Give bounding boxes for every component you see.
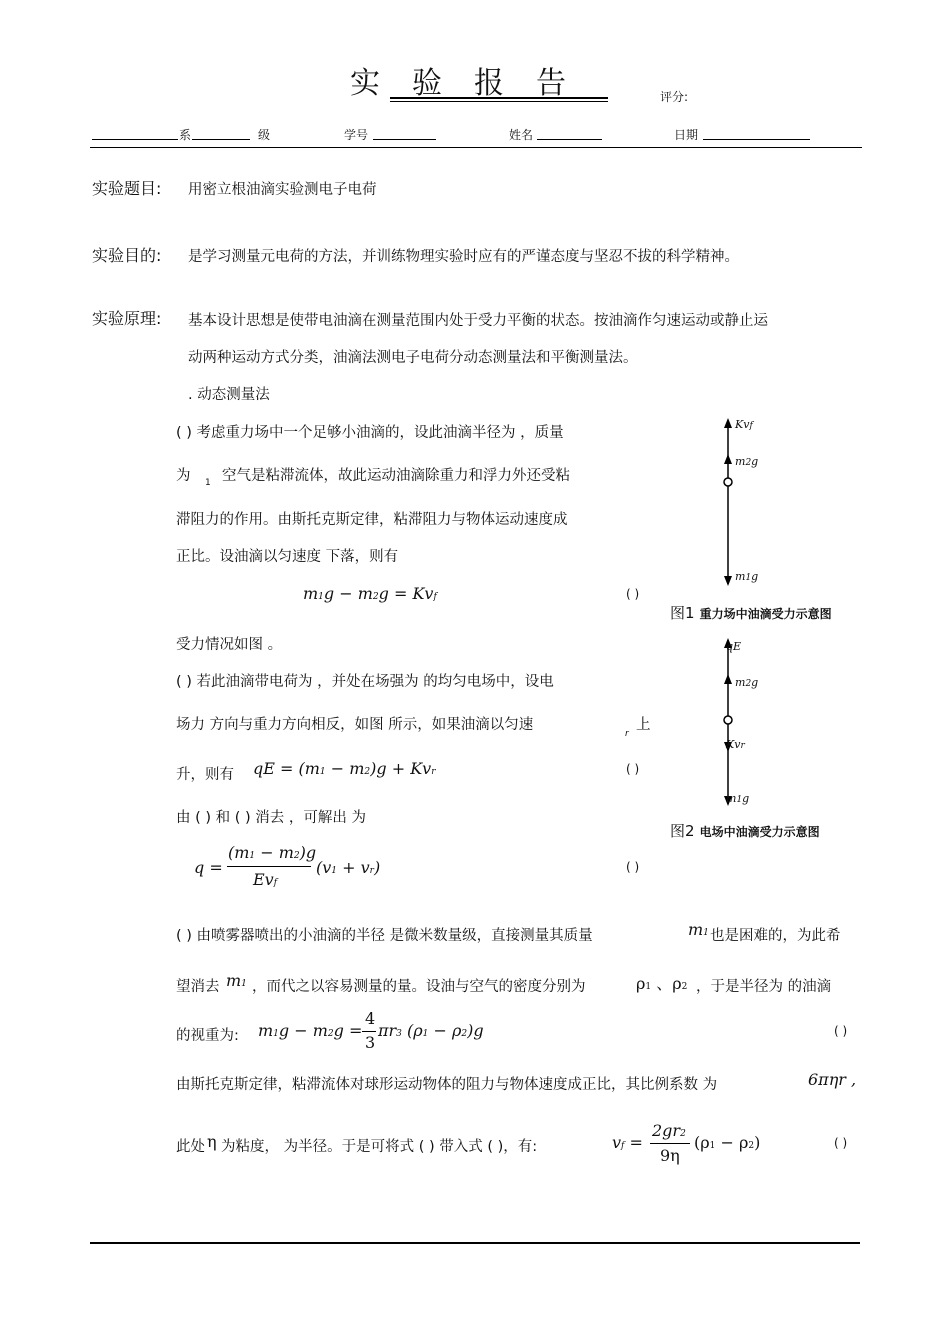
date-blank[interactable] — [703, 139, 810, 140]
title-underline — [390, 97, 608, 99]
p2-line-1: ( ) 若此油滴带电荷为 ，并处在场强为 的均匀电场中，设电 — [176, 674, 554, 690]
figure-1-caption: 图1 重力场中油滴受力示意图 — [670, 604, 832, 622]
p2-line-2a: 场力 方向与重力方向相反，如图 所示，如果油滴以匀速 — [176, 717, 534, 733]
p2-line-3: 升，则有 — [176, 767, 234, 783]
p3-line-1a: ( ) 由喷雾器喷出的小油滴的半径 是微米数量级，直接测量其质量 — [176, 928, 593, 944]
header-rule — [90, 147, 862, 148]
p3-line-3: 的视重为: — [176, 1028, 239, 1044]
name-blank[interactable] — [537, 139, 602, 140]
fig2-top-label: qE — [726, 640, 742, 653]
eq-number-3: ( ) — [626, 860, 640, 874]
name-label: 姓名 — [509, 128, 534, 142]
p4-line-2a: 此处 — [176, 1139, 205, 1155]
p1-line-3: 滞阻力的作用。由斯托克斯定律，粘滞阻力与物体运动速度成 — [176, 512, 568, 528]
purpose-text: 是学习测量元电荷的方法，并训练物理实验时应有的严谨态度与坚忍不拔的科学精神。 — [188, 249, 739, 265]
equation-3-rhs: (v1 + vr) — [316, 858, 381, 877]
eq-number-4: ( ) — [834, 1024, 848, 1038]
student-id-label: 学号 — [344, 128, 369, 142]
title-underline-thin — [390, 101, 608, 102]
fraction-bar-3 — [227, 866, 311, 867]
fig1-bottom-label: m1g — [735, 570, 759, 583]
figure-2-diagram — [700, 634, 770, 814]
experiment-title-label: 实验题目: — [92, 179, 162, 198]
eq-number-5: ( ) — [834, 1136, 848, 1150]
force-fig1-text: 受力情况如图 。 — [176, 637, 283, 653]
p2-line-4: 由 ( ) 和 ( ) 消去 ，可解出 为 — [176, 810, 367, 826]
fig2-mid-label: m2g — [735, 676, 759, 689]
p2-line-2b: 上 — [636, 717, 651, 733]
fig2-low-label: Kvr — [726, 738, 745, 751]
student-id-blank[interactable] — [373, 139, 436, 140]
p3-line-2a: 望消去 — [176, 979, 220, 995]
figure-2-caption: 图2 电场中油滴受力示意图 — [670, 822, 820, 840]
report-title: 实验报告 — [350, 66, 598, 101]
grade-blank[interactable] — [192, 139, 250, 140]
section-dynamic: . 动态测量法 — [188, 387, 270, 403]
p3-line-1b: 也是困难的，为此希 — [710, 928, 841, 944]
fig1-top-label: Kvf — [735, 418, 753, 431]
grade-label: 级 — [258, 128, 271, 142]
score-label: 评分: — [660, 90, 689, 104]
department-blank[interactable] — [92, 139, 178, 140]
equation-4: m1g − m2g = — [258, 1021, 363, 1040]
department-label: 系 — [179, 128, 192, 142]
eq-number-1: ( ) — [626, 587, 640, 601]
principle-label: 实验原理: — [92, 309, 162, 328]
principle-line-2: 动两种运动方式分类，油滴法测电子电荷分动态测量法和平衡测量法。 — [188, 350, 638, 366]
eq-number-2: ( ) — [626, 762, 640, 776]
equation-3-denominator: Evf — [253, 870, 278, 889]
purpose-label: 实验目的: — [92, 246, 162, 265]
figure-1-diagram — [700, 412, 770, 592]
p3-line-2c: ，于是半径为 的油滴 — [696, 979, 832, 995]
footer-rule — [90, 1242, 860, 1244]
principle-line-1: 基本设计思想是使带电油滴在测量范围内处于受力平衡的状态。按油滴作匀速运动或静止运 — [188, 313, 768, 329]
fraction-bar-5 — [650, 1143, 690, 1144]
p4-line-2b: 为粘度， 为半径。于是可将式 ( ) 带入式 ( )，有: — [221, 1139, 538, 1155]
experiment-title-text: 用密立根油滴实验测电子电荷 — [188, 182, 377, 198]
p1-line-1: ( ) 考虑重力场中一个足够小油滴的，设此油滴半径为 ，质量 — [176, 425, 564, 441]
equation-1: m1g − m2g = Kvf — [303, 584, 437, 603]
equation-3-lhs: q = — [194, 858, 223, 877]
p1-line-2b: 空气是粘滞流体，故此运动油滴除重力和浮力外还受粘 — [222, 468, 570, 484]
fig1-mid-label: m2g — [735, 455, 759, 468]
p3-line-2b: ，而代之以容易测量的量。设油与空气的密度分别为 — [252, 979, 586, 995]
p1-line-2a: 为 — [176, 468, 191, 484]
date-label: 日期 — [674, 128, 699, 142]
fig2-bottom-label: m1g — [726, 792, 750, 805]
p4-line-1a: 由斯托克斯定律，粘滞流体对球形运动物体的阻力与物体速度成正比，其比例系数 为 — [176, 1077, 718, 1093]
p1-line-4: 正比。设油滴以匀速度 下落，则有 — [176, 549, 399, 565]
fraction-bar-4 — [362, 1031, 376, 1032]
equation-2: qE = (m1 − m2)g + Kvr — [253, 759, 436, 778]
equation-3-numerator: (m1 − m2)g — [228, 843, 317, 862]
